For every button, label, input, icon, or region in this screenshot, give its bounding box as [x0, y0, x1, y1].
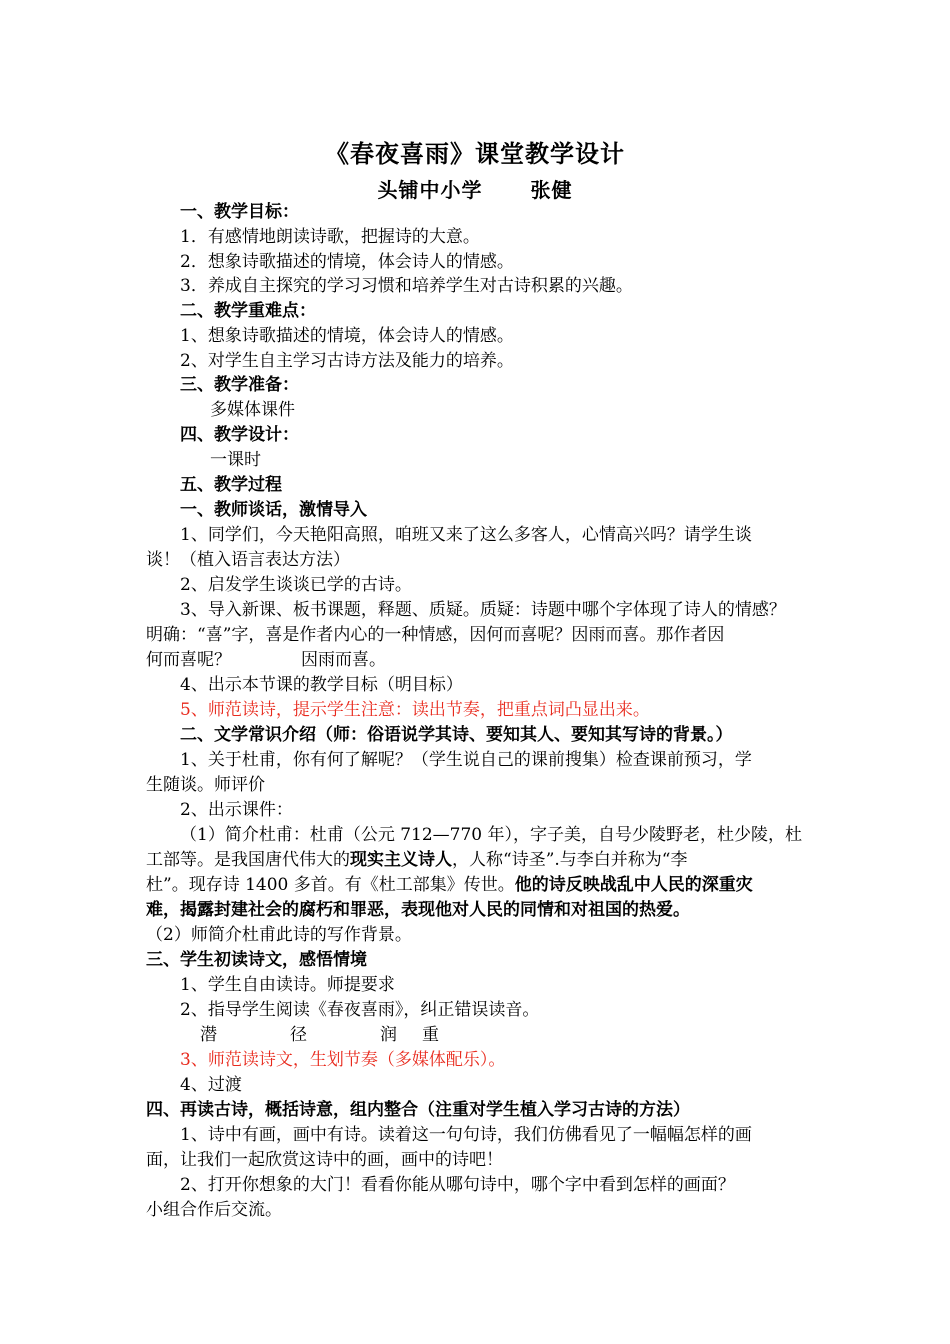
- body-line: 2、出示课件：: [180, 800, 293, 820]
- body-line: 生随谈。师评价: [146, 775, 265, 795]
- subsection-heading: 一、教师谈话，激情导入: [180, 500, 367, 520]
- body-line: 2、指导学生阅读《春夜喜雨》，纠正错误读音。: [180, 1000, 540, 1020]
- bold-line: 难，揭露封建社会的腐朽和罪恶，表现他对人民的同情和对祖国的热爱。: [146, 900, 690, 920]
- section-heading: 四、教学设计：: [180, 425, 299, 445]
- body-line: 2、对学生自主学习古诗方法及能力的培养。: [180, 351, 514, 371]
- section-heading: 五、教学过程: [180, 475, 282, 495]
- section-heading: 三、教学准备：: [180, 375, 299, 395]
- body-line: 4、过渡: [180, 1075, 242, 1095]
- document-title: 《春夜喜雨》课堂教学设计: [325, 140, 625, 168]
- body-line: （1）简介杜甫：杜甫（公元 712—770 年），字子美，自号少陵野老，杜少陵，杜: [180, 825, 803, 845]
- body-line: 2．想象诗歌描述的情境，体会诗人的情感。: [180, 252, 514, 272]
- body-text: 杜”。现存诗 1400 多首。有《杜工部集》传世。: [146, 875, 515, 895]
- body-line: 2、启发学生谈谈已学的古诗。: [180, 575, 412, 595]
- body-text: ，人称“诗圣”.与李白并称为“李: [452, 850, 688, 870]
- body-line: 4、出示本节课的教学目标（明目标）: [180, 675, 463, 695]
- highlighted-line: 5、师范读诗，提示学生注意：读出节奏，把重点词凸显出来。: [180, 700, 650, 720]
- highlighted-line: 3、师范读诗文，生划节奏（多媒体配乐）。: [180, 1050, 506, 1070]
- body-line: 多媒体课件: [210, 400, 295, 420]
- section-heading: 四、再读古诗，概括诗意，组内整合（注重对学生植入学习古诗的方法）: [146, 1100, 690, 1120]
- body-line: 3、导入新课、板书课题，释题、质疑。质疑：诗题中哪个字体现了诗人的情感？: [180, 600, 786, 620]
- word-item: 潜: [200, 1025, 217, 1045]
- body-line: 明确：“喜”字，喜是作者内心的一种情感，因何而喜呢？因雨而喜。那作者因: [146, 625, 725, 645]
- body-line: 1、同学们，今天艳阳高照，咱班又来了这么多客人，心情高兴吗？请学生谈: [180, 525, 752, 545]
- section-heading: 三、学生初读诗文，感悟情境: [146, 950, 367, 970]
- body-line: 面，让我们一起欣赏这诗中的画，画中的诗吧！: [146, 1150, 503, 1170]
- body-line: （2）师简介杜甫此诗的写作背景。: [146, 925, 412, 945]
- author-name: 张健: [530, 178, 573, 202]
- body-line: 一课时: [210, 450, 261, 470]
- word-item: 重: [422, 1025, 439, 1045]
- body-line: 1、想象诗歌描述的情境，体会诗人的情感。: [180, 326, 514, 346]
- document-byline: [0, 174, 950, 203]
- word-item: 径: [290, 1025, 307, 1045]
- body-line: [146, 848, 816, 873]
- body-line: 3．养成自主探究的学习习惯和培养学生对古诗积累的兴趣。: [180, 276, 633, 296]
- word-item: 润: [380, 1025, 397, 1045]
- body-line: 谈！（植入语言表达方法）: [146, 550, 350, 570]
- body-line: 1、关于杜甫，你有何了解呢？（学生说自己的课前搜集）检查课前预习，学: [180, 750, 752, 770]
- body-line: 1．有感情地朗读诗歌，把握诗的大意。: [180, 227, 480, 247]
- body-text: 何而喜呢？: [146, 650, 231, 670]
- subsection-heading: 二、文学常识介绍（师：俗语说学其诗、要知其人、要知其写诗的背景。）: [180, 725, 733, 745]
- section-heading: 一、教学目标：: [180, 202, 299, 222]
- bold-text: 他的诗反映战乱中人民的深重灾: [514, 875, 753, 895]
- section-heading: 二、教学重难点：: [180, 301, 316, 321]
- body-line: 1、诗中有画，画中有诗。读着这一句句诗，我们仿佛看见了一幅幅怎样的画: [180, 1125, 752, 1145]
- bold-text: 现实主义诗人: [350, 850, 452, 870]
- body-text: 因雨而喜。: [301, 650, 386, 670]
- body-line: 1、学生自由读诗。师提要求: [180, 975, 395, 995]
- body-line: [146, 873, 816, 898]
- school-name: 头铺中小学: [377, 178, 483, 202]
- body-line: 2、打开你想象的大门！看看你能从哪句诗中，哪个字中看到怎样的画面？: [180, 1175, 735, 1195]
- body-line: 小组合作后交流。: [146, 1200, 282, 1220]
- body-text: 工部等。是我国唐代伟大的: [146, 850, 350, 870]
- body-line: [146, 648, 816, 673]
